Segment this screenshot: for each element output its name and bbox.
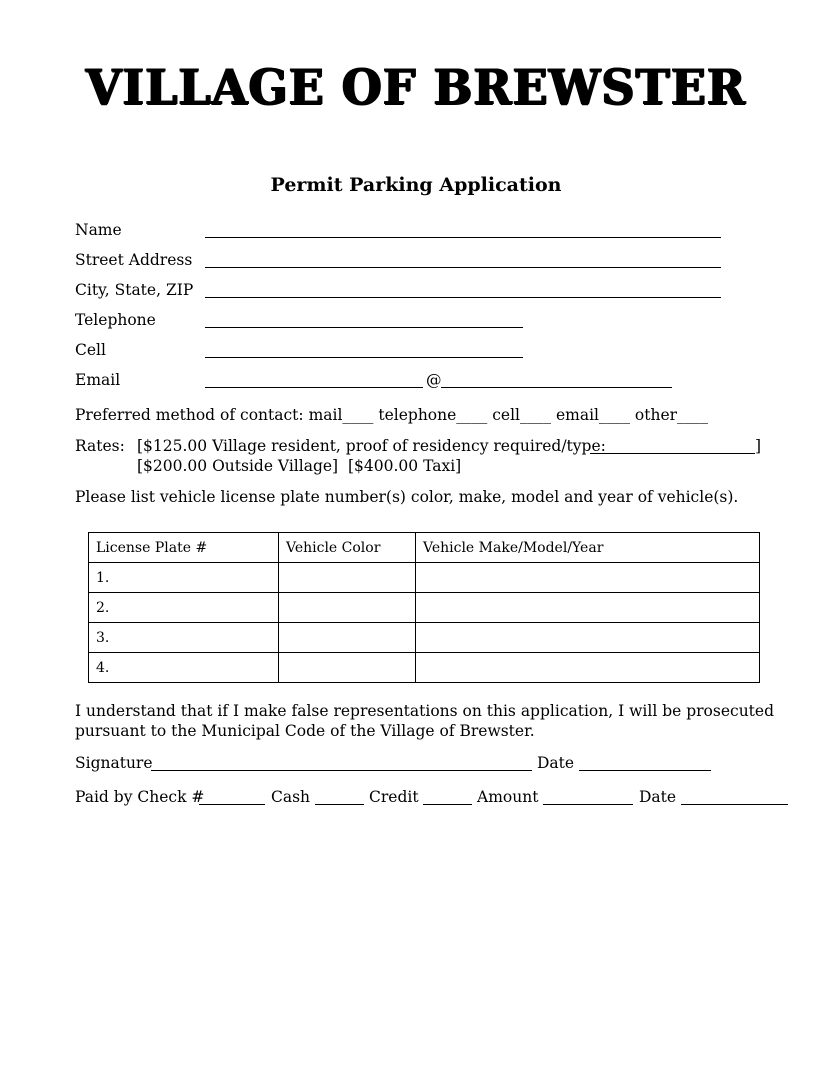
amount-label: Amount [477,788,539,806]
credit-label: Credit [369,788,419,806]
village-title: VILLAGE OF BREWSTER [85,58,747,116]
signature-field[interactable] [151,770,532,771]
vehicle-make-model-year-cell[interactable] [416,623,760,653]
table-row [89,593,760,623]
table-row [89,653,760,683]
contact-method-row [75,406,708,424]
amount-field[interactable] [543,804,633,805]
city-state-zip-label: City, State, ZIP [75,281,194,299]
table-header-row [89,533,760,563]
email-user-field[interactable] [205,387,423,388]
license-plate-cell[interactable]: 3. [89,623,279,653]
signature-date-field[interactable] [579,770,711,771]
vehicle-make-model-year-cell[interactable] [416,653,760,683]
city-state-zip-field[interactable] [205,297,721,298]
vehicle-color-cell[interactable] [279,563,416,593]
telephone-label: Telephone [75,311,156,329]
vehicle-make-model-year-cell[interactable] [416,593,760,623]
vehicle-color-header: Vehicle Color [279,533,416,563]
credit-field[interactable] [423,804,472,805]
cash-label: Cash [271,788,311,806]
payment-date-field[interactable] [681,804,788,805]
paid-by-check-label: Paid by Check # [75,788,205,806]
email-at-symbol: @ [426,371,442,389]
payment-date-label: Date [639,788,677,806]
declaration-line-2: pursuant to the Municipal Code of the Village of Brewster. [75,722,535,740]
table-row [89,623,760,653]
contact-telephone-option[interactable]: telephone____ [378,406,488,424]
street-address-label: Street Address [75,251,193,269]
declaration-line-1: I understand that if I make false representations on this application, I will be prosecuted [75,702,775,720]
vehicle-color-cell[interactable] [279,623,416,653]
vehicle-instructions: Please list vehicle license plate number(s) color, make, model and year of vehicle(s). [75,488,739,506]
rate-resident-close-bracket: ] [755,437,762,455]
name-label: Name [75,221,122,239]
rate-resident: [$125.00 Village resident, proof of residency required/type: [137,437,606,455]
form-title: Permit Parking Application [270,174,562,196]
check-number-field[interactable] [199,804,265,805]
license-plate-cell[interactable]: 1. [89,563,279,593]
rate-taxi: [$400.00 Taxi] [348,457,462,475]
vehicle-make-model-year-cell[interactable] [416,563,760,593]
contact-email-option[interactable]: email____ [555,406,630,424]
telephone-field[interactable] [205,327,523,328]
rate-outside-village: [$200.00 Outside Village] [137,457,339,475]
vehicle-color-cell[interactable] [279,653,416,683]
table-row [89,563,760,593]
vehicle-table [88,532,760,683]
cash-field[interactable] [315,804,364,805]
contact-method-label: Preferred method of contact: [75,406,304,424]
contact-other-option[interactable]: other____ [634,406,709,424]
signature-date-label: Date [537,754,575,772]
rates-label: Rates: [75,437,125,455]
signature-label: Signature [75,754,153,772]
name-field[interactable] [205,237,721,238]
license-plate-header: License Plate # [89,533,279,563]
street-address-field[interactable] [205,267,721,268]
residency-proof-type-field[interactable] [590,453,755,454]
cell-field[interactable] [205,357,523,358]
contact-mail-option[interactable]: mail____ [308,406,374,424]
email-domain-field[interactable] [441,387,672,388]
contact-cell-option[interactable]: cell____ [492,406,552,424]
vehicle-color-cell[interactable] [279,593,416,623]
cell-label: Cell [75,341,106,359]
license-plate-cell[interactable]: 2. [89,593,279,623]
email-label: Email [75,371,121,389]
vehicle-make-model-year-header: Vehicle Make/Model/Year [416,533,760,563]
license-plate-cell[interactable]: 4. [89,653,279,683]
